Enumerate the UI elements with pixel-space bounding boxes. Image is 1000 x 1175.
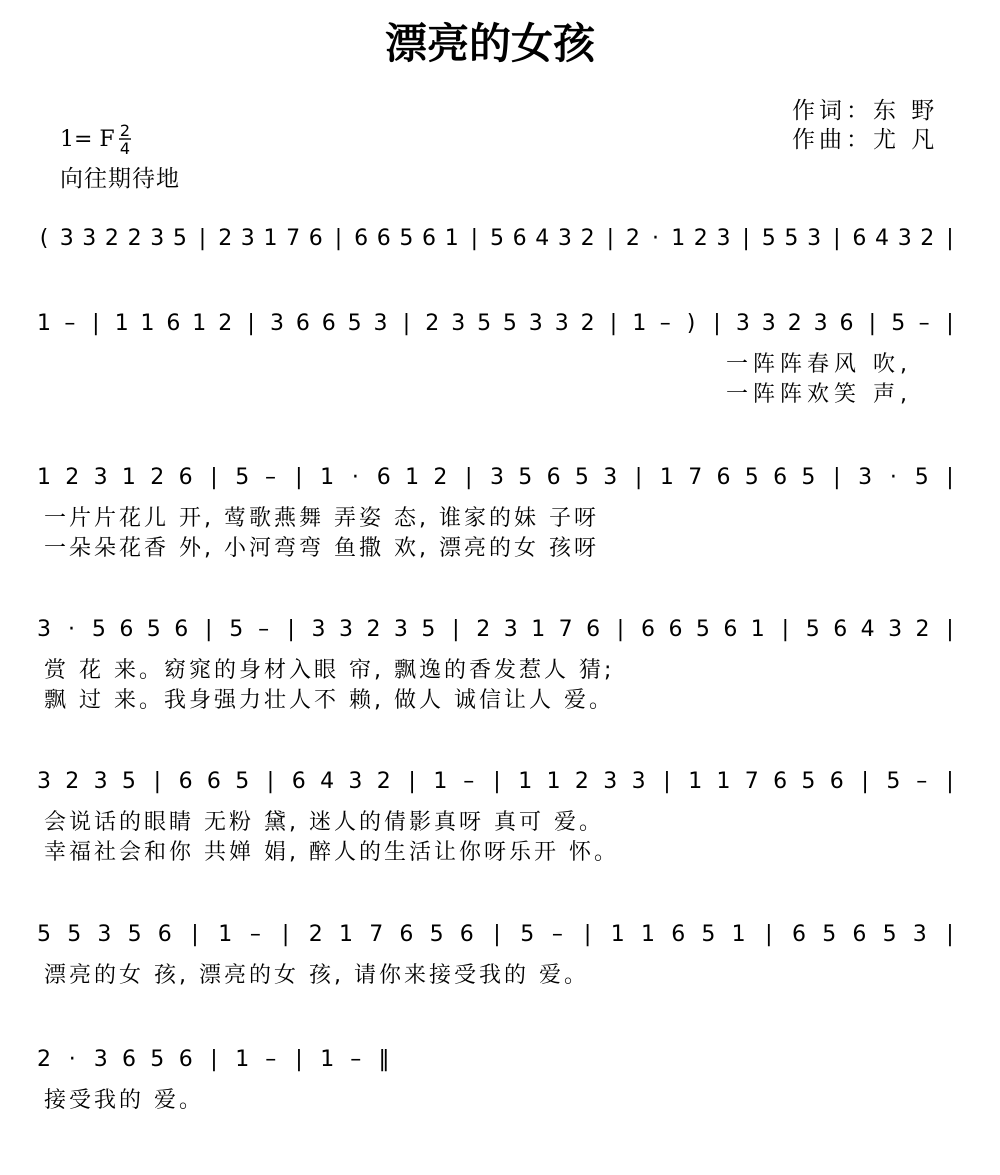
note: 1: [192, 311, 207, 336]
lyric-line-1: 会说话的眼睛 无粉 黛, 迷人的倩影真呀 真可 爱。: [44, 810, 604, 835]
tempo-marking: 向往期待地: [60, 166, 180, 192]
note: 6: [668, 617, 683, 642]
barline: ‖: [378, 1047, 390, 1072]
lyric-line-2: 幸福社会和你 共婵 娟, 醉人的生活让你呀乐开 怀。: [44, 840, 619, 865]
note: 3: [888, 617, 903, 642]
note: 7: [688, 465, 703, 490]
note: 3: [82, 226, 97, 251]
note: 6: [291, 769, 306, 794]
note: 5: [421, 617, 436, 642]
song-title: 漂亮的女孩: [384, 19, 596, 68]
note: 1: [750, 617, 765, 642]
note: 6: [308, 226, 323, 251]
note: 2: [915, 617, 930, 642]
note: (: [39, 226, 49, 251]
note: 2: [218, 311, 233, 336]
note: 1: [659, 465, 674, 490]
note: 5: [399, 226, 414, 251]
note: 6: [295, 311, 310, 336]
note: –: [258, 617, 270, 642]
composer-credit: 作曲：尤 凡: [792, 127, 939, 153]
note: 6: [459, 922, 474, 947]
note: ·: [652, 226, 659, 251]
note: 5: [695, 617, 710, 642]
barline: |: [287, 617, 295, 642]
note: 6: [716, 465, 731, 490]
note: –: [249, 922, 261, 947]
note: ·: [68, 1047, 76, 1072]
note: 6: [166, 311, 181, 336]
note: 5: [518, 465, 533, 490]
barline: |: [616, 617, 625, 642]
note: 6: [773, 465, 788, 490]
note: 6: [839, 311, 854, 336]
barline: |: [946, 617, 954, 642]
note: –: [64, 311, 76, 336]
note: –: [916, 769, 928, 794]
barline: |: [402, 311, 411, 336]
note: 2: [65, 465, 80, 490]
barline: |: [452, 617, 460, 642]
note: 5: [229, 617, 244, 642]
lyric-line-1: 一阵阵春风 吹,: [726, 352, 912, 377]
note: 1: [339, 922, 353, 947]
barline: |: [408, 769, 416, 794]
note: 3: [59, 226, 74, 251]
system-6: [37, 922, 954, 988]
note: 2: [308, 922, 323, 947]
note: 6: [174, 617, 189, 642]
note: 2: [65, 769, 80, 794]
barline: |: [946, 769, 954, 794]
note: 1: [37, 465, 51, 490]
note: 6: [399, 922, 414, 947]
note: ): [686, 311, 696, 336]
note: 1: [114, 311, 129, 336]
note: 5: [701, 922, 716, 947]
barline: |: [464, 465, 473, 490]
note: 5: [520, 922, 535, 947]
time-signature-bottom: 4: [119, 139, 131, 158]
note: 3: [97, 922, 112, 947]
note: 1: [688, 769, 703, 794]
note: 6: [546, 465, 561, 490]
note: 6: [512, 226, 527, 251]
note: 5: [801, 465, 816, 490]
note: 2: [580, 311, 595, 336]
note: 1: [433, 769, 448, 794]
note: 4: [875, 226, 889, 251]
note: 1: [671, 226, 686, 251]
note: 6: [321, 311, 336, 336]
note: 3: [761, 311, 776, 336]
barline: |: [247, 311, 255, 336]
note: –: [265, 465, 276, 490]
note: 6: [376, 465, 391, 490]
barline: |: [198, 226, 207, 251]
note: 5: [477, 311, 492, 336]
note: 2: [376, 769, 391, 794]
barline: |: [204, 617, 213, 642]
note: ·: [889, 465, 897, 490]
note: 1: [610, 922, 625, 947]
note: 1: [320, 465, 335, 490]
note: 7: [286, 226, 301, 251]
note: 3: [93, 1047, 108, 1072]
note: 5: [121, 769, 136, 794]
note: 7: [744, 769, 759, 794]
note: 1: [518, 769, 533, 794]
note: 6: [178, 769, 193, 794]
note: 1: [546, 769, 561, 794]
note: 3: [339, 617, 353, 642]
note: 6: [671, 922, 686, 947]
note: –: [265, 1047, 277, 1072]
note: 2: [476, 617, 491, 642]
note: 6: [723, 617, 738, 642]
note: 3: [528, 311, 543, 336]
note: 3: [858, 465, 873, 490]
lyric-line-1: 漂亮的女 孩, 漂亮的女 孩, 请你来接受我的 爱。: [44, 963, 589, 988]
note: 1: [716, 769, 731, 794]
barline: |: [606, 226, 615, 251]
note: 6: [773, 769, 788, 794]
note: 3: [270, 311, 284, 336]
barline: |: [210, 465, 218, 490]
note: 6: [792, 922, 806, 947]
note: 2: [104, 226, 119, 251]
note: 5: [91, 617, 106, 642]
lyric-line-1: 赏 花 来。窈窕的身材入眼 帘, 飘逸的香发惹人 猜;: [44, 658, 615, 683]
note: 4: [535, 226, 550, 251]
note: 2: [787, 311, 802, 336]
note: 3: [451, 311, 466, 336]
note: 5: [784, 226, 799, 251]
note: 5: [429, 922, 444, 947]
note: 5: [150, 1047, 165, 1072]
note: –: [551, 922, 563, 947]
note: 1: [632, 311, 647, 336]
system-1: [40, 226, 954, 251]
note: 1: [531, 617, 546, 642]
note: 3: [603, 769, 618, 794]
note: ·: [351, 465, 359, 490]
note: 1: [641, 922, 655, 947]
lyricist-credit: 作词：东 野: [792, 98, 939, 124]
note: 4: [320, 769, 335, 794]
barline: |: [493, 769, 501, 794]
note: 3: [93, 465, 108, 490]
note: 3: [37, 769, 51, 794]
note: 5: [914, 465, 929, 490]
note: 5: [37, 922, 51, 947]
note: 3: [37, 617, 51, 642]
lyric-line-2: 飘 过 来。我身强力壮人不 赖, 做人 诚信让人 爱。: [44, 688, 614, 713]
note: 6: [157, 922, 172, 947]
note: 3: [93, 769, 108, 794]
lyric-line-2: 一朵朵花香 外, 小河弯弯 鱼撒 欢, 漂亮的女 孩呀: [44, 536, 599, 561]
barline: |: [493, 922, 501, 947]
note: 3: [490, 465, 504, 490]
note: 6: [829, 769, 844, 794]
note: 3: [813, 311, 828, 336]
note: –: [918, 311, 930, 336]
note: 3: [554, 311, 569, 336]
note: 2: [425, 311, 440, 336]
system-7: [37, 1047, 390, 1113]
note: 3: [348, 769, 363, 794]
note: 6: [178, 465, 193, 490]
note: 5: [502, 311, 517, 336]
barline: |: [210, 1047, 218, 1072]
note: 5: [805, 617, 820, 642]
lyric-line-1: 接受我的 爱。: [44, 1088, 204, 1113]
note: –: [659, 311, 671, 336]
note: 3: [735, 311, 750, 336]
barline: |: [295, 465, 303, 490]
barline: |: [663, 769, 671, 794]
barline: |: [781, 617, 790, 642]
note: 3: [311, 617, 326, 642]
note: 5: [744, 465, 759, 490]
barline: |: [861, 769, 869, 794]
barline: |: [946, 226, 954, 251]
note: 5: [235, 769, 250, 794]
barline: |: [946, 922, 954, 947]
note: 5: [761, 226, 776, 251]
note: 3: [503, 617, 518, 642]
barline: |: [153, 769, 162, 794]
note: 5: [490, 226, 504, 251]
key-signature: 1= F: [60, 127, 115, 152]
note: 5: [347, 311, 362, 336]
note: 6: [852, 922, 867, 947]
lyric-line-1: 一片片花儿 开, 莺歌燕舞 弄姿 态, 谁家的妹 子呀: [44, 506, 599, 531]
note: 1: [444, 226, 459, 251]
note: 2: [433, 465, 448, 490]
note: 2: [625, 226, 640, 251]
note: 2: [574, 769, 589, 794]
barline: |: [295, 1047, 303, 1072]
note: 6: [852, 226, 867, 251]
lyric-line-2: 一阵阵欢笑 声,: [726, 382, 912, 407]
barline: |: [583, 922, 592, 947]
note: 6: [206, 769, 221, 794]
note: 3: [603, 465, 618, 490]
note: –: [463, 769, 475, 794]
note: 2: [150, 465, 165, 490]
note: 1: [37, 311, 51, 336]
barline: |: [470, 226, 479, 251]
system-5: [37, 769, 954, 865]
barline: |: [334, 226, 343, 251]
barline: |: [833, 465, 841, 490]
note: 2: [37, 1047, 51, 1072]
note: 1: [405, 465, 420, 490]
barline: |: [946, 311, 954, 336]
system-2: [37, 311, 954, 407]
note: 6: [178, 1047, 193, 1072]
note: 1: [235, 1047, 250, 1072]
note: 2: [693, 226, 708, 251]
barline: |: [266, 769, 275, 794]
note: ·: [68, 617, 75, 642]
note: 6: [122, 1047, 136, 1072]
note: 3: [631, 769, 646, 794]
note: 5: [127, 922, 142, 947]
note: 1: [263, 226, 278, 251]
barline: |: [92, 311, 100, 336]
note: 5: [801, 769, 816, 794]
note: 5: [882, 922, 897, 947]
note: 3: [557, 226, 572, 251]
barline: |: [609, 311, 618, 336]
barline: |: [191, 922, 199, 947]
note: 6: [586, 617, 601, 642]
note: 5: [574, 465, 589, 490]
note: –: [350, 1047, 362, 1072]
note: 3: [716, 226, 731, 251]
note: 7: [369, 922, 384, 947]
time-signature-top: 2: [119, 121, 131, 140]
note: 5: [67, 922, 82, 947]
note: 4: [860, 617, 875, 642]
note: 3: [150, 226, 165, 251]
note: 3: [240, 226, 255, 251]
note: 1: [140, 311, 155, 336]
note: 2: [580, 226, 595, 251]
note: 1: [731, 922, 746, 947]
barline: |: [281, 922, 290, 947]
note: 3: [373, 311, 388, 336]
note: 3: [897, 226, 912, 251]
note: 5: [146, 617, 161, 642]
system-4: [37, 617, 954, 713]
note: 5: [891, 311, 906, 336]
note: 1: [320, 1047, 335, 1072]
barline: |: [765, 922, 773, 947]
note: 1: [218, 922, 233, 947]
note: 2: [127, 226, 142, 251]
note: 5: [235, 465, 250, 490]
note: 2: [920, 226, 935, 251]
barline: |: [868, 311, 877, 336]
note: 5: [172, 226, 187, 251]
note: 6: [833, 617, 848, 642]
note: 1: [121, 465, 136, 490]
note: 5: [822, 922, 837, 947]
note: 5: [886, 769, 901, 794]
barline: |: [634, 465, 643, 490]
barline: |: [713, 311, 721, 336]
note: 2: [366, 617, 381, 642]
note: 3: [912, 922, 927, 947]
note: 2: [218, 226, 233, 251]
note: 3: [807, 226, 822, 251]
note: 6: [641, 617, 655, 642]
note: 6: [376, 226, 391, 251]
note: 6: [119, 617, 134, 642]
note: 7: [558, 617, 573, 642]
barline: |: [946, 465, 954, 490]
note: 3: [393, 617, 408, 642]
note: 6: [354, 226, 369, 251]
barline: |: [833, 226, 841, 251]
system-3: [37, 465, 954, 561]
barline: |: [742, 226, 750, 251]
note: 6: [422, 226, 436, 251]
